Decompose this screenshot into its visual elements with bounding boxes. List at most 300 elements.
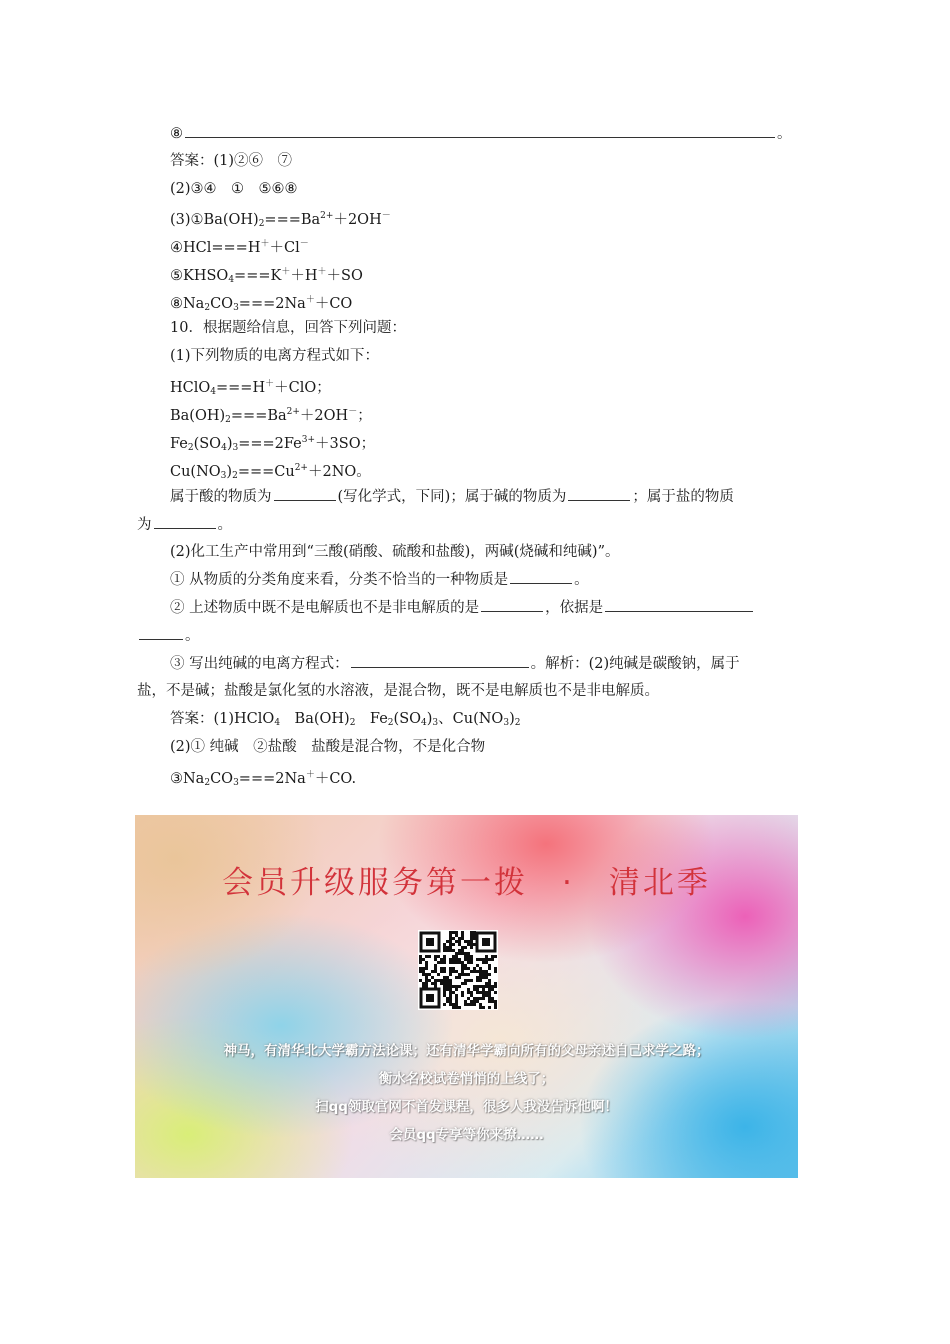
qr-module [455, 940, 458, 943]
qr-module [479, 976, 482, 979]
qr-module [494, 985, 497, 988]
eq-text: Ba(OH) [170, 408, 226, 424]
answer9-eq8 [170, 290, 352, 318]
qr-module [461, 991, 464, 994]
eq-sup: ＋ [260, 239, 270, 249]
eq-text: (SO [193, 436, 222, 452]
qr-module [452, 1003, 455, 1006]
qr-module [485, 970, 488, 973]
stmt-text: ；属于盐的物质 [632, 489, 734, 505]
qr-module [425, 982, 428, 985]
qr-module [482, 991, 485, 994]
answer9-eq5 [170, 262, 363, 290]
eq-text: ＋2OH [299, 408, 349, 424]
qr-module [485, 958, 488, 961]
qr-module [467, 991, 470, 994]
qr-module [455, 970, 458, 973]
qr-module [473, 1003, 476, 1006]
qr-module [461, 964, 464, 967]
qr-module [473, 988, 476, 991]
qr-module [470, 991, 473, 994]
answer9-line2: (2)③④ ① ⑤⑥⑧ [170, 181, 298, 197]
eq-text: ＋Cl [269, 240, 300, 256]
qr-module [449, 943, 452, 946]
q10-answer-line2: (2)① 纯碱 ②盐酸 盐酸是混合物，不是化合物 [170, 739, 486, 755]
qr-module [443, 961, 446, 964]
stmt-text: (写化学式，下同)；属于碱的物质为 [337, 489, 567, 505]
qr-module [419, 979, 422, 982]
eq-text: ＋CO. [314, 771, 357, 787]
eq-text: ) [226, 464, 233, 480]
qr-module [449, 967, 452, 970]
qr-module [479, 1003, 482, 1006]
qr-module [458, 985, 461, 988]
qr-module [488, 973, 491, 976]
qr-module [449, 994, 452, 997]
eq-sub: 3 [432, 718, 439, 728]
acid-answer-blank[interactable] [274, 486, 336, 501]
eq-sup: ＋ [305, 770, 315, 780]
qr-module [434, 955, 437, 958]
qr-module [452, 961, 455, 964]
qr-module [470, 937, 473, 940]
qr-module [449, 937, 452, 940]
q10-part2-2 [170, 597, 755, 618]
qr-module [422, 982, 425, 985]
qr-module [443, 988, 446, 991]
qr-module [467, 952, 470, 955]
qr-module [464, 946, 467, 949]
eq-text: ＋CO [314, 296, 353, 312]
eq-sub: 4 [421, 718, 427, 728]
qr-module [455, 931, 458, 934]
qr-module [452, 1006, 455, 1009]
qr-module [458, 958, 461, 961]
misclassified-answer-blank[interactable] [510, 569, 572, 584]
qr-module [458, 952, 461, 955]
qr-module [461, 973, 464, 976]
qr-module [440, 979, 443, 982]
qr-module [488, 964, 491, 967]
qr-module [476, 988, 479, 991]
qr-module [488, 985, 491, 988]
qr-module [482, 961, 485, 964]
qr-module [467, 958, 470, 961]
qr-module [449, 940, 452, 943]
qr-module [452, 970, 455, 973]
stmt-text: ③ 写出纯碱的电离方程式： [170, 656, 349, 672]
qr-module [452, 991, 455, 994]
qr-module [470, 994, 473, 997]
qr-module [419, 961, 422, 964]
qr-module [446, 985, 449, 988]
qr-module [443, 955, 446, 958]
eq-sub: 2 [204, 778, 211, 788]
qr-module [482, 994, 485, 997]
qr-module [470, 958, 473, 961]
qr-code-graphic [418, 930, 498, 1010]
qr-module [449, 961, 452, 964]
q10-eq3 [170, 430, 375, 458]
eq-sub: 2 [387, 718, 394, 728]
q10-part2-2-cont [137, 625, 200, 646]
qr-module [479, 997, 482, 1000]
qr-module [461, 931, 464, 934]
q9-marker: ⑧ [170, 126, 183, 142]
qr-module [485, 985, 488, 988]
qr-module [425, 976, 428, 979]
eq-sub: 4 [221, 443, 227, 453]
q10-answer-line3 [170, 765, 356, 793]
qr-module [455, 1003, 458, 1006]
qr-module [470, 940, 473, 943]
qr-module [446, 949, 449, 952]
salt-answer-blank[interactable] [154, 514, 216, 529]
eq-sub: 2 [187, 443, 194, 453]
qr-module [449, 1000, 452, 1003]
qr-module [452, 958, 455, 961]
qr-module [461, 934, 464, 937]
q10-title: 10．根据题给信息，回答下列问题： [170, 320, 406, 336]
qr-module [485, 994, 488, 997]
promo-line-3: 扫qq领取官网不首发课程，很多人我没告诉他啊！ [315, 1099, 618, 1115]
eq-text: ＋H [290, 268, 318, 284]
qr-module [455, 952, 458, 955]
eq-text: ===Cu [237, 464, 295, 480]
qr-module [449, 970, 452, 973]
qr-module [464, 1003, 467, 1006]
eq-text: ===Ba [264, 212, 321, 228]
q10-analysis-cont: 盐，不是碱；盐酸是氯化氢的水溶液，是混合物，既不是电解质也不是非电解质。 [137, 683, 659, 699]
eq-text: ⑤KHSO [170, 268, 229, 284]
qr-module [491, 985, 494, 988]
qr-module [461, 949, 464, 952]
qr-module [419, 958, 422, 961]
qr-module [488, 1006, 491, 1009]
qr-module [461, 961, 464, 964]
qr-module [431, 976, 434, 979]
qr-module [446, 982, 449, 985]
qr-module [467, 979, 470, 982]
eq-text: ===K [234, 268, 282, 284]
qr-module [470, 1003, 473, 1006]
qr-module [467, 967, 470, 970]
qr-module [482, 988, 485, 991]
q9-blank-line [170, 123, 792, 144]
qr-module [482, 970, 485, 973]
qr-module [434, 979, 437, 982]
qr-module [461, 946, 464, 949]
qr-module [440, 982, 443, 985]
eq-sup: － [299, 239, 309, 249]
qr-module [470, 934, 473, 937]
qr-module [443, 1003, 446, 1006]
qr-module [446, 979, 449, 982]
qr-module [443, 976, 446, 979]
q10-eq4 [170, 458, 371, 486]
qr-module [437, 961, 440, 964]
eq-text: ===H [216, 380, 266, 396]
qr-module [443, 946, 446, 949]
stmt-text: ② 上述物质中既不是电解质也不是非电解质的是 [170, 600, 480, 616]
qr-module [437, 955, 440, 958]
qr-module [491, 955, 494, 958]
qr-module [443, 985, 446, 988]
qr-module [455, 976, 458, 979]
qr-module [476, 964, 479, 967]
promo-line-2: 衡水名校试卷悄悄的上线了； [378, 1071, 555, 1087]
qr-module [494, 955, 497, 958]
qr-module [464, 1000, 467, 1003]
qr-module [479, 970, 482, 973]
eq-text: ④HCl===H [170, 240, 261, 256]
eq-text: (SO [393, 711, 422, 727]
qr-module [482, 973, 485, 976]
qr-module [488, 967, 491, 970]
qr-module [458, 937, 461, 940]
qr-module [455, 994, 458, 997]
qr-module [440, 958, 443, 961]
qr-module [458, 973, 461, 976]
reason-answer-blank-cont[interactable] [139, 625, 183, 640]
qr-module [461, 994, 464, 997]
qr-module [443, 943, 446, 946]
answer9-line1: 答案：(1)②⑥ ⑦ [170, 153, 293, 169]
qr-module [470, 943, 473, 946]
q10-part2-intro: (2)化工生产中常用到“三酸(硝酸、硫酸和盐酸)，两碱(烧碱和纯碱)”。 [170, 544, 620, 560]
qr-module [452, 967, 455, 970]
qr-module [488, 958, 491, 961]
qr-module [452, 943, 455, 946]
answer9-eq3 [170, 206, 391, 234]
qr-module [467, 961, 470, 964]
eq-text: HClO [170, 380, 211, 396]
qr-module [491, 988, 494, 991]
qr-module [467, 1003, 470, 1006]
qr-module [482, 985, 485, 988]
qr-module [485, 991, 488, 994]
eq-sub: 2 [232, 471, 238, 481]
qr-module [494, 970, 497, 973]
qr-module [488, 997, 491, 1000]
qr-module [431, 982, 434, 985]
qr-module [461, 970, 464, 973]
qr-module [488, 991, 491, 994]
qr-module [464, 940, 467, 943]
qr-module [476, 979, 479, 982]
eq-text: CO [210, 296, 234, 312]
qr-module [476, 970, 479, 973]
qr-module [470, 1000, 473, 1003]
qr-module [446, 940, 449, 943]
qr-module [440, 970, 443, 973]
qr-module [434, 958, 437, 961]
qr-module [458, 943, 461, 946]
eq-text: (3)①Ba(OH) [170, 212, 259, 228]
eq-text: ) [509, 711, 515, 727]
qr-module [449, 988, 452, 991]
qr-module [494, 991, 497, 994]
qr-module [479, 958, 482, 961]
stmt-text: 。 [574, 572, 589, 588]
qr-module [476, 1000, 479, 1003]
qr-module [419, 967, 422, 970]
eq-sup: 3+ [301, 435, 316, 445]
eq-text: Cu(NO [170, 464, 221, 480]
qr-module [464, 973, 467, 976]
qr-module [470, 955, 473, 958]
qr-module [443, 958, 446, 961]
eq-sub: 3 [503, 718, 510, 728]
q10-eq1 [170, 374, 331, 402]
qr-module [443, 967, 446, 970]
qr-module [422, 973, 425, 976]
qr-module [425, 955, 428, 958]
q10-eq2 [170, 402, 372, 430]
qr-module [452, 955, 455, 958]
qr-module [449, 934, 452, 937]
qr-module [449, 991, 452, 994]
qr-module [473, 985, 476, 988]
promo-banner[interactable] [135, 815, 798, 1178]
qr-module [455, 1000, 458, 1003]
qr-module [437, 973, 440, 976]
qr-module [434, 970, 437, 973]
qr-module [464, 982, 467, 985]
qr-code-icon[interactable] [418, 930, 498, 1010]
qr-module [446, 988, 449, 991]
promo-line-1: 神马，有清华北大学霸方法论课；还有清华学霸向所有的父母亲述自己求学之路； [223, 1043, 710, 1059]
eq-text: ===Ba [230, 408, 287, 424]
qr-module [449, 946, 452, 949]
qr-module [455, 955, 458, 958]
qr-module [467, 973, 470, 976]
base-answer-blank[interactable] [568, 486, 630, 501]
stmt-text: 为 [137, 517, 152, 533]
qr-module [437, 979, 440, 982]
qr-module [476, 985, 479, 988]
eq-text: ===2Na [238, 771, 306, 787]
qr-module [428, 955, 431, 958]
qr-module [455, 985, 458, 988]
qr-module [491, 1000, 494, 1003]
qr-module [425, 967, 428, 970]
qr-module [449, 985, 452, 988]
qr-module [461, 982, 464, 985]
eq-sub: 3 [220, 471, 227, 481]
qr-module [476, 997, 479, 1000]
eq-text: ) [426, 711, 433, 727]
qr-module [455, 1006, 458, 1009]
qr-module [440, 961, 443, 964]
qr-module [494, 1003, 497, 1006]
eq-text: Fe [170, 436, 188, 452]
qr-module [473, 970, 476, 973]
soda-equation-blank[interactable] [351, 653, 529, 668]
reason-answer-blank[interactable] [605, 597, 753, 612]
qr-module [455, 934, 458, 937]
qr-module [485, 955, 488, 958]
stmt-text: 属于酸的物质为 [170, 489, 272, 505]
qr-module [422, 967, 425, 970]
qr-module [452, 937, 455, 940]
eq-text: Ba(OH) [280, 711, 350, 727]
qr-module [422, 970, 425, 973]
qr-module [479, 1006, 482, 1009]
qr-module [494, 1006, 497, 1009]
qr-module [434, 967, 437, 970]
q10-part2-3 [170, 653, 740, 674]
stmt-text: 。解析：(2)纯碱是碳酸钠，属于 [530, 656, 740, 672]
qr-module [422, 958, 425, 961]
qr-module [485, 973, 488, 976]
qr-module [479, 967, 482, 970]
qr-module [425, 961, 428, 964]
eq-text: 、Cu(NO [438, 711, 504, 727]
qr-module [455, 958, 458, 961]
qr-module [419, 955, 422, 958]
qr-module [464, 955, 467, 958]
qr-module [449, 979, 452, 982]
qr-module [473, 997, 476, 1000]
qr-module [464, 964, 467, 967]
eq-sup: ＋ [305, 295, 315, 305]
eq-sub: 2 [204, 303, 211, 313]
qr-module [467, 943, 470, 946]
eq-sub: 3 [233, 778, 239, 788]
eq-text: ＋3SO； [315, 436, 376, 452]
eq-text: ③Na [170, 771, 205, 787]
qr-module [482, 958, 485, 961]
qr-module [449, 931, 452, 934]
eq-text: ＋SO [326, 268, 363, 284]
qr-module [482, 1006, 485, 1009]
qr-module [440, 967, 443, 970]
qr-module [479, 985, 482, 988]
q10-statement-line1 [170, 486, 734, 507]
qr-module [470, 946, 473, 949]
qr-module [488, 988, 491, 991]
qr-module [458, 961, 461, 964]
qr-module [443, 994, 446, 997]
qr-module [461, 967, 464, 970]
eq-sub: 4 [210, 387, 216, 397]
qr-module [419, 970, 422, 973]
qr-module [425, 964, 428, 967]
qr-module [434, 982, 437, 985]
qr-module [455, 997, 458, 1000]
qr-module [485, 976, 488, 979]
qr-module [473, 967, 476, 970]
eq-sup: ＋ [265, 379, 275, 389]
eq-sub: 2 [225, 415, 231, 425]
neither-answer-blank[interactable] [481, 597, 543, 612]
qr-module [446, 997, 449, 1000]
qr-module [488, 1000, 491, 1003]
eq-sup: 2+ [286, 407, 300, 417]
qr-module [425, 979, 428, 982]
answer9-eq4 [170, 234, 309, 258]
banner-title: 会员升级服务第一拨 · 清北季 [222, 865, 711, 901]
eq-text: ＋2NO。 [307, 464, 371, 480]
qr-module [470, 979, 473, 982]
qr-module [470, 961, 473, 964]
qr-module [479, 979, 482, 982]
qr-module [467, 940, 470, 943]
stmt-text: 。 [185, 628, 200, 644]
eq-text: Fe [355, 711, 388, 727]
q9-answer-blank[interactable] [185, 123, 775, 138]
